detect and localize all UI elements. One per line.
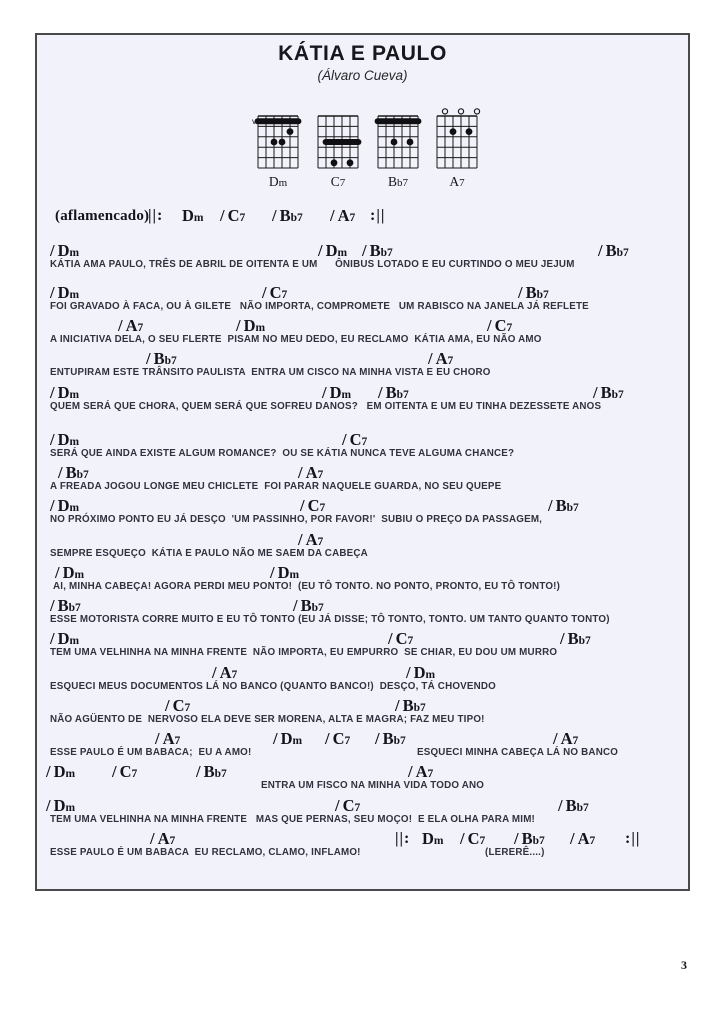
chord-symbol: / Bb7	[593, 383, 624, 402]
repeat-barline: ||:	[148, 207, 164, 224]
chord-symbol: Dm	[422, 829, 444, 848]
chord-symbol: / Bb7	[375, 729, 406, 748]
chord-symbol: / Bb7	[50, 596, 81, 615]
chord-symbol: / Dm	[46, 762, 76, 781]
chord-symbol: / Bb7	[395, 696, 426, 715]
fretboard-grid	[252, 108, 304, 170]
chord-symbol: / C7	[335, 796, 361, 815]
chord-symbol: / Dm	[406, 663, 436, 682]
chord-symbol: / A7	[570, 829, 596, 848]
chord-symbol: / Bb7	[514, 829, 545, 848]
fretboard-grid	[312, 108, 364, 170]
chord-symbol: / C7	[487, 316, 513, 335]
chord-symbol: / A7	[330, 206, 356, 225]
repeat-barline: :||	[370, 207, 386, 224]
chord-symbol: / Bb7	[362, 241, 393, 260]
lyric-line: ESSE PAULO É UM BABACA; EU A AMO!	[50, 747, 252, 758]
lyric-line: ENTUPIRAM ESTE TRÂNSITO PAULISTA ENTRA UM CISCO NA MINHA VISTA E EU CHORO	[50, 367, 491, 378]
chord-symbol: / Dm	[50, 629, 80, 648]
chord-symbol: / C7	[112, 762, 138, 781]
chord-symbol: / Dm	[50, 241, 80, 260]
fretboard-grid	[431, 108, 483, 170]
lyric-line: NO PRÓXIMO PONTO EU JÁ DESÇO 'UM PASSINHO, POR FAVOR!' SUBIU O PREÇO DA PASSAGEM,	[50, 514, 543, 525]
lyric-line: (LERERÊ....)	[485, 847, 545, 858]
lyric-line: ESQUECI MINHA CABEÇA LÁ NO BANCO	[417, 747, 619, 758]
chord-symbol: / Dm	[270, 563, 300, 582]
repeat-barline: ||:	[395, 830, 411, 847]
chord-symbol: / A7	[298, 463, 324, 482]
lyric-line: TEM UMA VELHINHA NA MINHA FRENTE MAS QUE PERNAS, SEU MOÇO! E ELA OLHA PARA MIM!	[50, 814, 536, 825]
chord-symbol: / Dm	[236, 316, 266, 335]
chord-symbol: / C7	[300, 496, 326, 515]
chord-symbol: Dm	[182, 206, 204, 225]
chord-symbol: / Dm	[55, 563, 85, 582]
chord-symbol: / Dm	[318, 241, 348, 260]
chord-symbol: / Dm	[50, 283, 80, 302]
lyric-line: A FREADA JOGOU LONGE MEU CHICLETE FOI PARAR NAQUELE GUARDA, NO SEU QUEPE	[50, 481, 502, 492]
chord-diagram	[431, 108, 483, 190]
svg-text:v: v	[252, 116, 257, 126]
lyric-line: ENTRA UM FISCO NA MINHA VIDA TODO ANO	[261, 780, 485, 791]
chord-symbol: / Bb7	[518, 283, 549, 302]
chord-diagram-label: C7	[330, 174, 346, 189]
chord-symbol: / Bb7	[58, 463, 89, 482]
lyric-line: FOI GRAVADO À FACA, OU À GILETE NÃO IMPORTA, COMPROMETE UM RABISCO NA JANELA JÁ REFLETE	[50, 301, 589, 312]
chord-symbol: / Bb7	[146, 349, 177, 368]
chord-symbol: / Bb7	[558, 796, 589, 815]
chord-symbol: / Bb7	[548, 496, 579, 515]
chord-diagram-label: Bb7	[387, 174, 408, 189]
chord-symbol: / C7	[342, 430, 368, 449]
chord-symbol: / A7	[553, 729, 579, 748]
page-number: 3	[681, 958, 687, 972]
chord-symbol: / Bb7	[598, 241, 629, 260]
composer-name: (Álvaro Cueva)	[317, 68, 408, 83]
song-title: KÁTIA E PAULO	[278, 42, 447, 65]
lyric-line: ESSE PAULO É UM BABACA EU RECLAMO, CLAMO, INFLAMO!	[50, 847, 361, 858]
lyric-line: ESSE MOTORISTA CORRE MUITO E EU TÔ TONTO (EU JÁ DISSE; TÔ TONTO, TONTO. UM TANTO QUANTO TONTO)	[50, 614, 610, 625]
chord-symbol: / A7	[408, 762, 434, 781]
chord-diagram-label: Dm	[268, 174, 288, 189]
chord-diagram	[312, 108, 364, 190]
chord-symbol: / A7	[212, 663, 238, 682]
lyric-line: ESQUECI MEUS DOCUMENTOS LÁ NO BANCO (QUANTO BANCO!) DESÇO, TÁ CHOVENDO	[50, 681, 497, 692]
chord-symbol: / A7	[155, 729, 181, 748]
chord-symbol: / A7	[298, 530, 324, 549]
lyric-line: TEM UMA VELHINHA NA MINHA FRENTE NÃO IMPORTA, EU EMPURRO SE CHIAR, EU DOU UM MURRO	[50, 647, 558, 658]
lyric-line: QUEM SERÁ QUE CHORA, QUEM SERÁ QUE SOFREU DANOS? EM OITENTA E UM EU TINHA DEZESSETE ANOS	[50, 401, 602, 412]
chord-symbol: / Bb7	[196, 762, 227, 781]
chord-symbol: / A7	[150, 829, 176, 848]
chord-symbol: / Dm	[50, 383, 80, 402]
lyric-line: KÁTIA AMA PAULO, TRÊS DE ABRIL DE OITENTA E UM ÔNIBUS LOTADO E EU CURTINDO O MEU JEJUM	[50, 259, 575, 270]
repeat-barline: :||	[625, 830, 641, 847]
lyric-line: AI, MINHA CABEÇA! AGORA PERDI MEU PONTO! (EU TÔ TONTO. NO PONTO, PRONTO, EU TÔ TONTO!)	[53, 581, 561, 592]
chord-symbol: / Dm	[322, 383, 352, 402]
chord-diagram	[372, 108, 424, 190]
chord-symbol: / Dm	[50, 430, 80, 449]
chord-symbol: / C7	[325, 729, 351, 748]
chord-symbol: / C7	[220, 206, 246, 225]
chord-symbol: / Bb7	[560, 629, 591, 648]
chord-symbol: / C7	[262, 283, 288, 302]
chord-symbol: / C7	[460, 829, 486, 848]
chord-symbol: / A7	[118, 316, 144, 335]
style-annotation: (aflamencado)	[55, 208, 150, 224]
chord-symbol: / C7	[165, 696, 191, 715]
lyric-line: NÃO AGÜENTO DE NERVOSO ELA DEVE SER MORENA, ALTA E MAGRA; FAZ MEU TIPO!	[50, 714, 485, 725]
lyric-line: A INICIATIVA DELA, O SEU FLERTE PISAM NO MEU DEDO, EU RECLAMO KÁTIA AMA, EU NÃO AMO	[50, 334, 542, 345]
lyric-line: SEMPRE ESQUEÇO KÁTIA E PAULO NÃO ME SAEM DA CABEÇA	[50, 548, 368, 559]
chord-symbol: / A7	[428, 349, 454, 368]
chord-diagram	[252, 108, 304, 190]
chord-symbol: / Bb7	[272, 206, 303, 225]
lyric-line: SERÁ QUE AINDA EXISTE ALGUM ROMANCE? OU SE KÁTIA NUNCA TEVE ALGUMA CHANCE?	[50, 448, 515, 459]
fretboard-grid	[372, 108, 424, 170]
chord-symbol: / Dm	[273, 729, 303, 748]
chord-symbol: / Dm	[46, 796, 76, 815]
chord-diagram-label: A7	[449, 174, 465, 189]
chord-symbol: / Bb7	[378, 383, 409, 402]
chord-symbol: / Dm	[50, 496, 80, 515]
chord-symbol: / C7	[388, 629, 414, 648]
chord-symbol: / Bb7	[293, 596, 324, 615]
